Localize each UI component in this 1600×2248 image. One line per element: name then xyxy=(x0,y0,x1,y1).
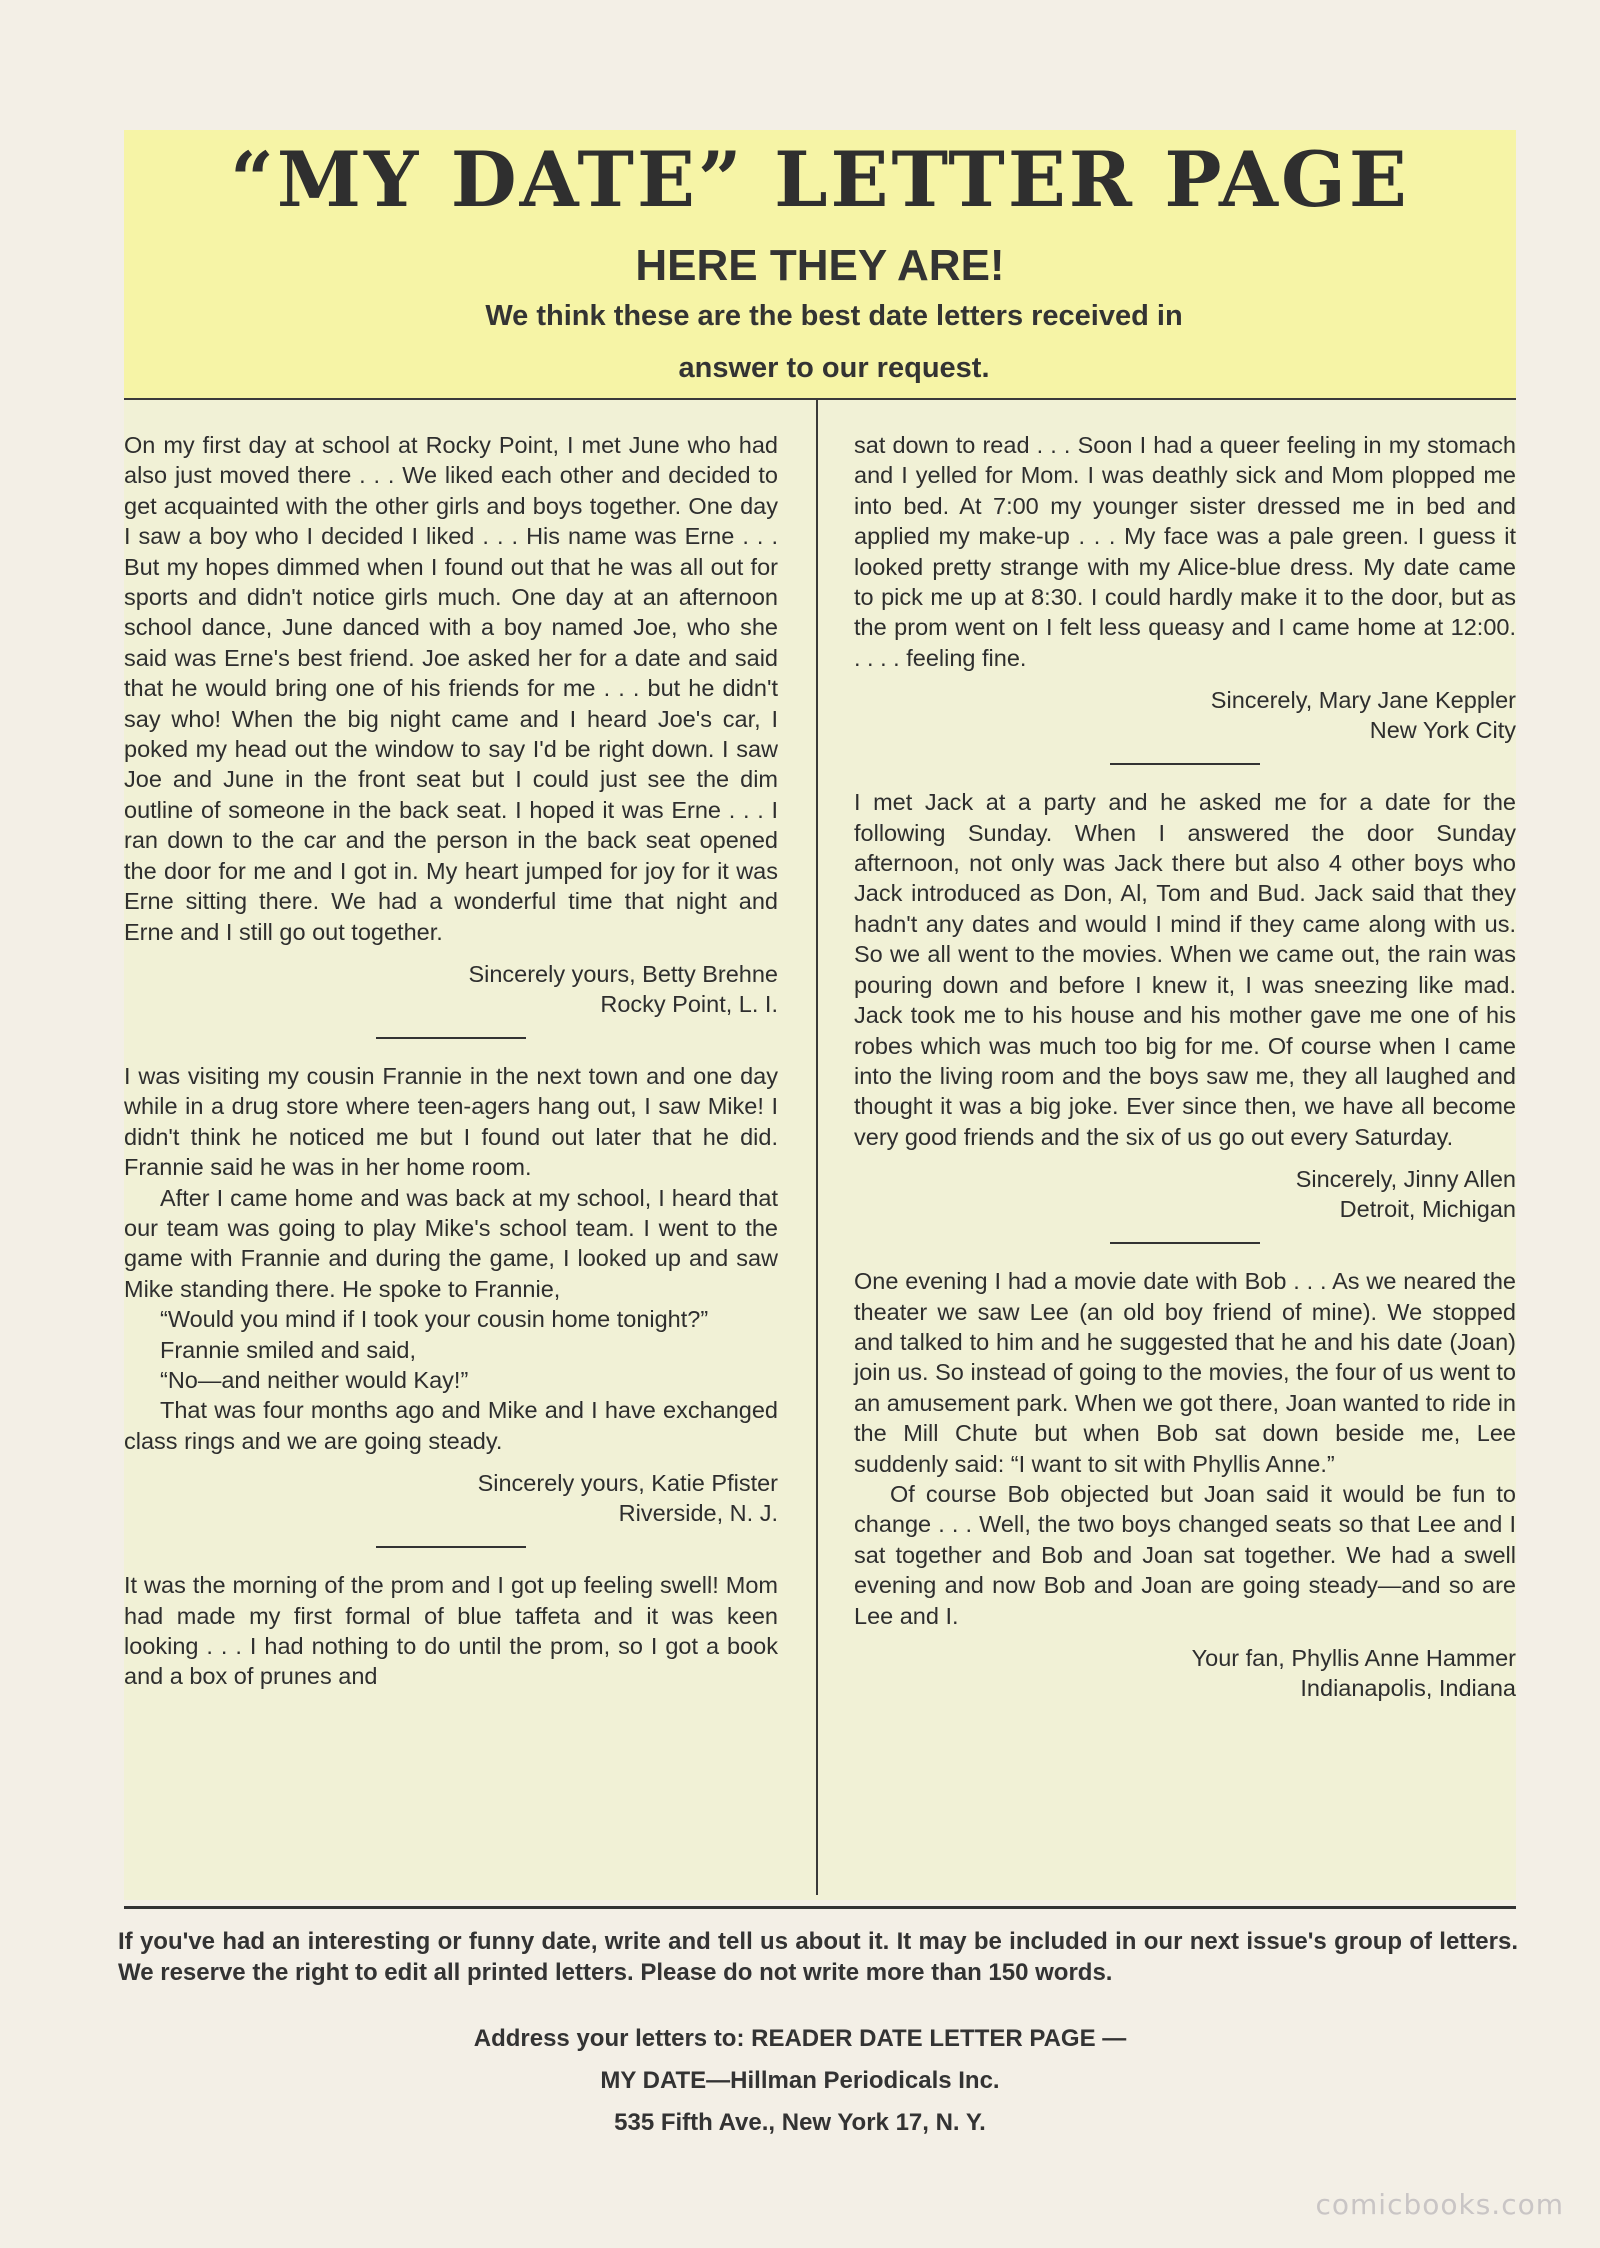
signature-name: Your fan, Phyllis Anne Hammer xyxy=(1191,1645,1516,1671)
letter-paragraph: I met Jack at a party and he asked me for a date for the following Sunday. When I answered the door Sunday afternoon, not only was Jack there but also 4 other boys who Jack introduced as Don, Al, Tom and Bud. Jack said that they hadn't any dates and would I mind if they came along with us. So we all went to the movies. When we came out, the rain was pouring down and before I knew it, I was sneezing like mad. Jack took me to his house and his mother gave me one of his robes which was much too big for me. Of course when I came into the living room and the boys saw me, they all laughed and thought it was a big joke. Ever since then, we have all become very good friends and the six of us go out every Saturday. xyxy=(854,789,1516,1150)
letter xyxy=(124,1061,778,1528)
page-subtitle: HERE THEY ARE! xyxy=(635,241,1005,290)
footer-notice: If you've had an interesting or funny date, write and tell us about it. It may be included in our next issue's group of letters. We reserve the right to edit all printed letters. Please do not write more than 150 words. xyxy=(118,1928,1518,1986)
letter-paragraph: Frannie smiled and said, xyxy=(160,1336,417,1363)
letter-paragraph: I was visiting my cousin Frannie in the next town and one day while in a drug store where teen-agers hang out, I saw Mike! I didn't think he noticed me but I found out later that he did. Frannie said he was in her home room. xyxy=(124,1062,778,1181)
signature-name: Sincerely, Mary Jane Keppler xyxy=(1210,687,1516,714)
letter-separator xyxy=(376,1037,526,1039)
letter-signature xyxy=(854,1164,1516,1224)
signature-location: Rocky Point, L. I. xyxy=(600,990,778,1017)
letter xyxy=(124,1570,778,1692)
signature-location: New York City xyxy=(1369,717,1516,744)
signature-location: Detroit, Michigan xyxy=(1339,1196,1516,1223)
column-divider xyxy=(816,400,818,1895)
letter-paragraph: That was four months ago and Mike and I have exchanged class rings and we are going steady. xyxy=(124,1397,778,1454)
mailing-address xyxy=(0,2018,1600,2144)
address-line-3: 535 Fifth Ave., New York 17, N. Y. xyxy=(614,2109,986,2136)
letter-paragraph: After I came home and was back at my school, I heard that our team was going to play Mike's school team. I went to the game with Frannie and during the game, I looked up and saw Mike standing there. He spoke to Frannie, xyxy=(124,1184,778,1302)
signature-name: Sincerely yours, Betty Brehne xyxy=(468,960,778,987)
signature-location: Riverside, N. J. xyxy=(618,1500,778,1527)
letter-signature xyxy=(124,1468,778,1528)
letter-paragraph: “Would you mind if I took your cousin home tonight?” xyxy=(160,1306,709,1333)
watermark: comicbooks.com xyxy=(1315,2188,1564,2221)
letter-signature xyxy=(854,685,1516,745)
letter-signature xyxy=(854,1643,1516,1703)
page-title: “MY DATE” LETTER PAGE xyxy=(230,135,1410,224)
letters-body xyxy=(124,400,1516,1900)
letters-column-right xyxy=(854,430,1516,1703)
letter-paragraph: “No—and neither would Kay!” xyxy=(160,1366,469,1393)
letter-paragraph: One evening I had a movie date with Bob . . . As we neared the theater we saw Lee (an old boy friend of mine). We stopped and talked to him and he suggested that he and his date (Joan) join us. So instead of going to the movies, the four of us went to an amusement park. When we got there, Joan wanted to ride in the Mill Chute but when Bob sat down beside me, Lee suddenly said: “I want to sit with Phyllis Anne.” xyxy=(854,1268,1516,1477)
letter xyxy=(854,787,1516,1224)
signature-location: Indianapolis, Indiana xyxy=(1300,1675,1516,1701)
letter xyxy=(854,430,1516,745)
letter-paragraph: Of course Bob objected but Joan said it would be fun to change . . . Well, the two boys changed seats so that Lee and I sat together and Bob and Joan sat together. We had a swell evening and now Bob and Joan are going steady—and so are Lee and I. xyxy=(854,1480,1516,1629)
header-banner xyxy=(124,130,1516,401)
address-line-1: Address your letters to: READER DATE LETTER PAGE — xyxy=(473,2025,1127,2052)
letter-paragraph: It was the morning of the prom and I got up feeling swell! Mom had made my first formal of blue taffeta and it was keen looking . . . I had nothing to do until the prom, so I got a book and a box of prunes and xyxy=(124,1572,778,1690)
intro-text: We think these are the best date letters received in answer to our request. xyxy=(485,300,1183,384)
letter-paragraph: On my first day at school at Rocky Point, I met June who had also just moved there . . . We liked each other and decided to get acquainted with the other girls and boys together. One day I saw a boy who I decided I liked . . . His name was Erne . . . But my hopes dimmed when I found out that he was all out for sports and didn't notice girls much. One day at an afternoon school dance, June danced with a boy named Joe, who she said was Erne's best friend. Joe asked her for a date and said that he would bring one of his friends for me . . . but he didn't say who! When the big night came and I heard Joe's car, I poked my head out the window to say I'd be right down. I saw Joe and June in the front seat but I could just see the dim outline of someone in the back seat. I hoped it was Erne . . . I ran down to the car and the person in the back seat opened the door for me and I got in. My heart jumped for joy for it was Erne sitting there. We had a wonderful time that night and Erne and I still go out together. xyxy=(124,432,778,945)
letter xyxy=(124,430,778,1019)
letter xyxy=(854,1266,1516,1703)
signature-name: Sincerely yours, Katie Pfister xyxy=(477,1470,778,1497)
letters-column-left xyxy=(124,430,778,1692)
letter-separator xyxy=(1110,763,1260,765)
letter-signature xyxy=(124,959,778,1019)
letter-separator xyxy=(1110,1242,1260,1244)
letter-paragraph: sat down to read . . . Soon I had a queer feeling in my stomach and I yelled for Mom. I was deathly sick and Mom plopped me into bed. At 7:00 my younger sister dressed me in bed and applied my make-up . . . My face was a pale green. I guess it looked pretty strange with my Alice-blue dress. My date came to pick me up at 8:30. I could hardly make it to the door, but as the prom went on I felt less queasy and I came home at 12:00. . . . . feeling fine. xyxy=(854,432,1516,671)
letter-separator xyxy=(376,1546,526,1548)
signature-name: Sincerely, Jinny Allen xyxy=(1295,1166,1516,1193)
footer-rule xyxy=(124,1906,1516,1909)
address-line-2: MY DATE—Hillman Periodicals Inc. xyxy=(600,2067,1000,2094)
